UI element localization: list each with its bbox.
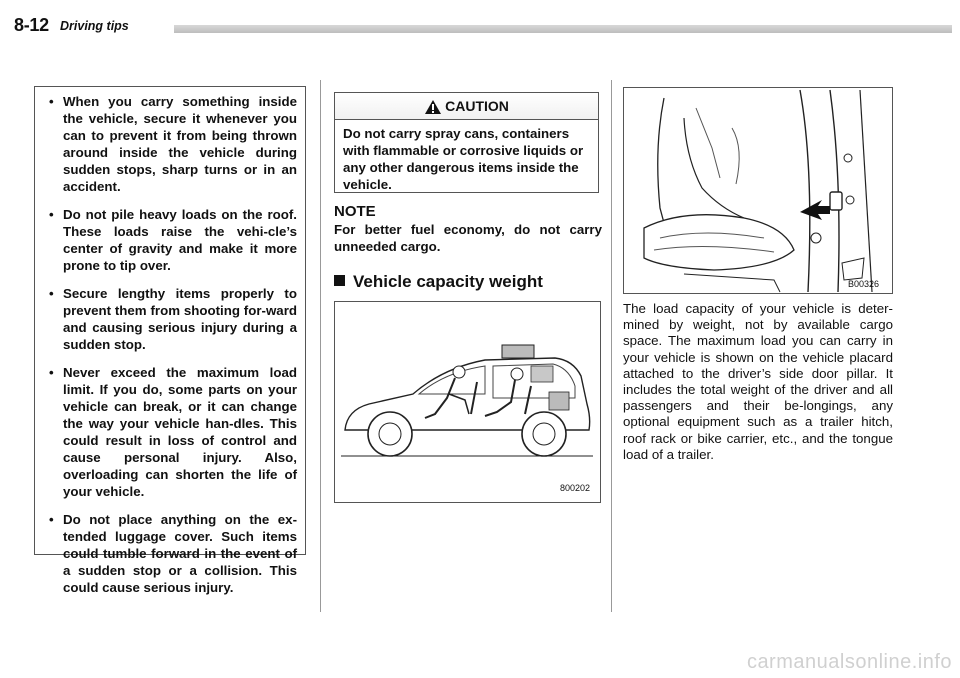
bullet-item: • When you carry something inside the vehicle, secure it whenever you can to prevent it from being thrown around inside the vehicle during sudden stops, sharp turns or in an accident. xyxy=(43,93,297,195)
caution-title: CAUTION xyxy=(445,98,509,114)
bullet-item: • Secure lengthy items properly to prevent them from shooting for-ward and causing serious injury during a sudden stop. xyxy=(43,285,297,353)
seat-placard-figure xyxy=(623,87,893,294)
column-divider-left xyxy=(320,80,321,612)
vehicle-load-figure xyxy=(334,301,601,503)
warning-bullet-box xyxy=(34,86,306,595)
section-title: Driving tips xyxy=(60,19,129,33)
bullet-item: • Never exceed the maximum load limit. If you do, some parts on your vehicle can break, or it can change the way your vehicle han-dles. This could result in loss of control and cause personal injury. Also, overloading can shorten the life of your vehicle. xyxy=(43,364,297,500)
body-paragraph: The load capacity of your vehicle is deter-mined by weight, not by available cargo space. The maximum load you can carry in your vehicle is shown on the vehicle placard attached to the driver’s side door pillar. It includes the total weight of the driver and all passengers and their be-longings, any optional equipment such as a trailer hitch, roof rack or bike carrier, etc., and the tongue load of a trailer. xyxy=(623,301,893,462)
page-number: 8-12 xyxy=(14,15,49,35)
square-bullet-icon xyxy=(334,275,345,286)
caution-box xyxy=(334,92,599,193)
column-divider-right xyxy=(611,80,612,612)
warning-triangle-icon xyxy=(424,99,442,115)
bullet-item: • Do not pile heavy loads on the roof. These loads raise the vehi-cle’s center of gravity and make it more prone to tip over. xyxy=(43,206,297,274)
note-text: For better fuel economy, do not carry unneeded cargo. xyxy=(334,222,602,254)
car-cutaway-illustration xyxy=(335,302,600,502)
subsection-heading xyxy=(334,272,543,292)
caution-header xyxy=(335,93,598,120)
note-title: NOTE xyxy=(334,203,376,220)
bullet-item: • Do not place anything on the ex-tended luggage cover. Such items could tumble forward in the event of a sudden stop or a collision. This could cause serious injury. xyxy=(43,511,297,596)
seat-door-pillar-illustration xyxy=(624,88,892,293)
header-bar xyxy=(174,25,952,33)
page-header xyxy=(14,12,954,46)
figure-code: B00326 xyxy=(848,279,880,289)
watermark: carmanualsonline.info xyxy=(746,651,952,673)
subsection-title: Vehicle capacity weight xyxy=(353,272,543,291)
bullet-list xyxy=(43,93,297,596)
caution-text: Do not carry spray cans, containers with flammable or corrosive liquids or any other dangerous items inside the vehicle. xyxy=(343,126,584,192)
figure-code: 800202 xyxy=(560,483,591,493)
